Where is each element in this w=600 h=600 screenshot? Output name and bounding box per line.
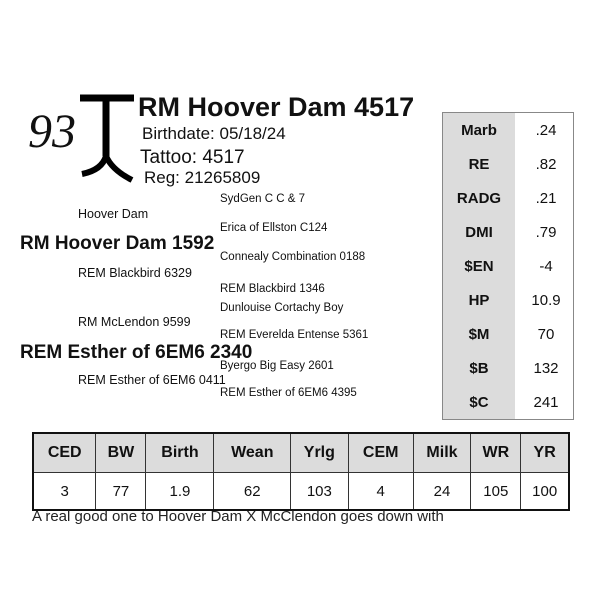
pedigree-dam-sire-dam: REM Everelda Entense 5361	[220, 329, 369, 341]
epd-row	[443, 351, 574, 385]
pedigree-sire-dam-sire: Connealy Combination 0188	[220, 251, 366, 263]
table-cell: 77	[96, 473, 146, 511]
table-cell: 24	[413, 473, 471, 511]
lot-number: 93	[28, 105, 76, 158]
table-cell: 1.9	[146, 473, 214, 511]
footnote-line: A real good one to Hoover Dam X McClendon goes down with	[32, 508, 444, 525]
column-header: YR	[521, 433, 569, 473]
pedigree-dam-dam-dam: REM Esther of 6EM6 4395	[220, 387, 357, 399]
epd-label: HP	[443, 283, 516, 317]
column-header: Wean	[214, 433, 291, 473]
performance-epd-table	[32, 432, 570, 511]
footnote-text	[32, 508, 580, 525]
column-header: BW	[96, 433, 146, 473]
epd-value: .24	[535, 121, 557, 139]
tattoo: Tattoo: 4517	[140, 147, 245, 168]
epd-value: 70	[537, 325, 555, 343]
epd-value: -4	[539, 257, 553, 275]
epd-label: Marb	[443, 113, 516, 148]
brand-mark-icon	[76, 94, 136, 194]
pedigree-sire-dam-dam: REM Blackbird 1346	[220, 283, 325, 295]
epd-row	[443, 385, 574, 420]
epd-label: $EN	[443, 249, 516, 283]
column-header: Birth	[146, 433, 214, 473]
epd-row	[443, 113, 574, 148]
epd-value: 10.9	[531, 291, 561, 309]
epd-row	[443, 249, 574, 283]
epd-label: $C	[443, 385, 516, 420]
table-cell: 62	[214, 473, 291, 511]
carcass-index-table	[442, 112, 574, 420]
epd-label: RADG	[443, 181, 516, 215]
pedigree-sire-dam: REM Blackbird 6329	[78, 266, 192, 280]
pedigree-dam: REM Esther of 6EM6 2340	[20, 342, 253, 363]
column-header: CEM	[348, 433, 413, 473]
birthdate: Birthdate: 05/18/24	[142, 124, 286, 143]
registration-number: Reg: 21265809	[144, 168, 261, 187]
epd-row	[443, 215, 574, 249]
epd-row	[443, 147, 574, 181]
epd-row	[443, 317, 574, 351]
pedigree-dam-sire: RM McLendon 9599	[78, 315, 191, 329]
table-cell: 105	[471, 473, 521, 511]
table-cell: 103	[291, 473, 349, 511]
epd-row	[443, 181, 574, 215]
epd-label: $B	[443, 351, 516, 385]
epd-value: .79	[535, 223, 557, 241]
animal-name: RM Hoover Dam 4517	[138, 92, 415, 122]
table-header-row	[33, 433, 569, 473]
pedigree-sire-sire-sire: SydGen C C & 7	[220, 193, 306, 205]
pedigree-sire-sire: Hoover Dam	[78, 207, 149, 221]
epd-value: .21	[535, 189, 557, 207]
column-header: Milk	[413, 433, 471, 473]
pedigree-dam-dam: REM Esther of 6EM6 0411	[78, 373, 226, 387]
epd-row	[443, 283, 574, 317]
table-cell: 3	[33, 473, 96, 511]
epd-label: RE	[443, 147, 516, 181]
column-header: CED	[33, 433, 96, 473]
epd-value: 241	[533, 393, 559, 411]
pedigree-sire: RM Hoover Dam 1592	[20, 233, 215, 254]
epd-label: DMI	[443, 215, 516, 249]
epd-value: .82	[535, 155, 557, 173]
column-header: WR	[471, 433, 521, 473]
pedigree-dam-sire-sire: Dunlouise Cortachy Boy	[220, 302, 344, 314]
epd-label: $M	[443, 317, 516, 351]
epd-value: 132	[533, 359, 559, 377]
table-row	[33, 473, 569, 511]
pedigree-dam-dam-sire: Byergo Big Easy 2601	[220, 360, 334, 372]
pedigree-sire-sire-dam: Erica of Ellston C124	[220, 222, 328, 234]
table-cell: 100	[521, 473, 569, 511]
column-header: Yrlg	[291, 433, 349, 473]
table-cell: 4	[348, 473, 413, 511]
